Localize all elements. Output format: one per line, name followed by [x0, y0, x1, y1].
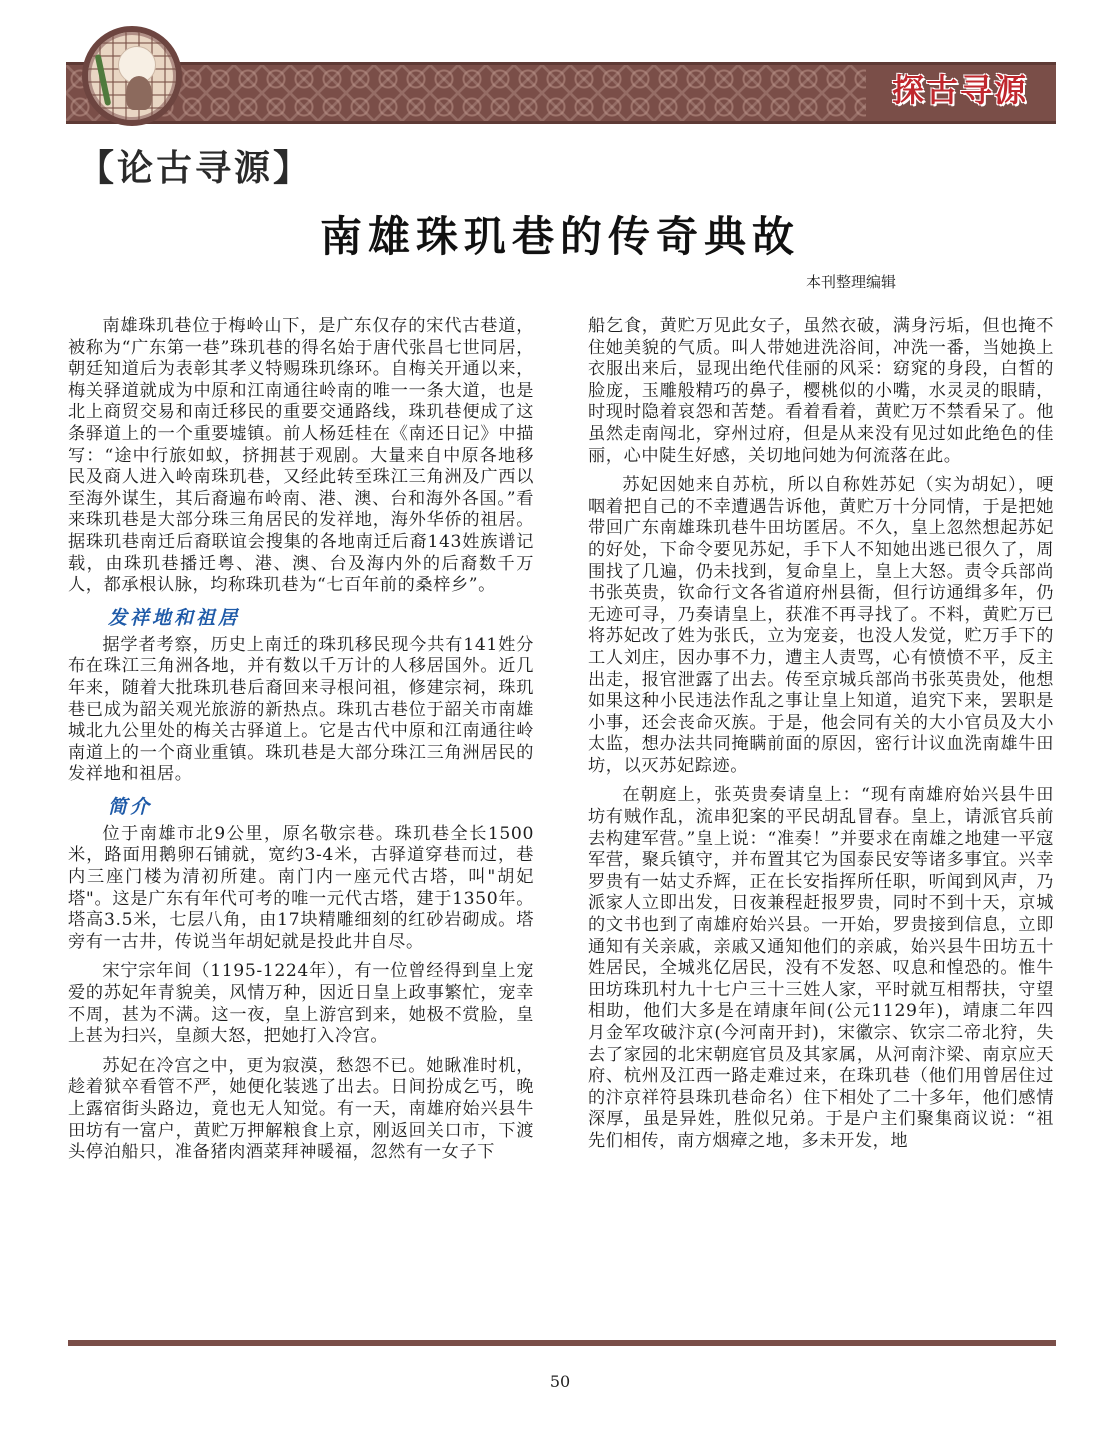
paragraph: 南雄珠玑巷位于梅岭山下，是广东仅存的宋代古巷道，被称为“广东第一巷”珠玑巷的得名始于唐代张昌七世同居，朝廷知道后为表彰其孝义特赐珠玑绦环。自梅关开通以来，梅关驿道就成为中原和江南通往岭南的唯一一条大道，也是北上商贸交易和南迁移民的重要交通路线，珠玑巷便成了这条驿道上的一个重要墟镇。前人杨廷桂在《南还日记》中描写：“途中行旅如蚁，挤拥甚于观剧。大量来自中原各地移民及商人进入岭南珠玑巷，又经此转至珠江三角洲及广西以至海外谋生，其后裔遍布岭南、港、澳、台和海外各国。”看来珠玑巷是大部分珠三角居民的发祥地，海外华侨的祖居。据珠玑巷南迁后裔联谊会搜集的各地南迁后裔143姓族谱记载，由珠玑巷播迁粤、港、澳、台及海内外的后裔数千万人，都承根认脉，均称珠玑巷为“七百年前的桑梓乡”。 [68, 316, 534, 596]
section-tag: 【论古寻源】 [78, 148, 313, 189]
subheading: 发祥地和祖居 [108, 606, 241, 629]
decorative-medallion-icon [82, 26, 182, 126]
paragraph: 苏妃因她来自苏杭，所以自称姓苏妃（实为胡妃），哽咽着把自己的不幸遭遇告诉他，黄贮万十分同情，于是把她带回广东南雄珠玑巷牛田坊匿居。不久，皇上忽然想起苏妃的好处，下命令要见苏妃，手下人不知她出逃已很久了，周围找了几遍，仍未找到，复命皇上，皇上大怒。责令兵部尚书张英贵，钦命行文各省道府州县衙，但行访通缉多年，仍无迹可寻，乃奏请皇上，获准不再寻找了。不料，黄贮万已将苏妃改了姓为张氏，立为宠妾，也没人发觉，贮万手下的工人刘庄，因办事不力，遭主人责骂，心有愤愤不平，反主出走，报官泄露了出去。传至京城兵部尚书张英贵处，他想如果这种小民违法作乱之事让皇上知道，追究下来，罢职是小事，还会丧命灭族。于是，他会同有关的大小官员及大小太监，想办法共同掩瞒前面的原因，密行计议血洗南雄牛田坊，以灭苏妃踪迹。 [588, 475, 1054, 776]
paragraph: 在朝庭上，张英贵奏请皇上：“现有南雄府始兴县牛田坊有贼作乱，流串犯案的平民胡乱冒春。皇上，请派官兵前去构建军营。”皇上说：“准奏！”并要求在南雄之地建一平寇军营，聚兵镇守，并布置其它为国泰民安等诸多事宜。兴幸罗贵有一姑丈乔辉，正在长安指挥所任职，听闻到风声，乃派家人立即出发，日夜兼程赶报罗贵，同时不到十天，京城的文书也到了南雄府始兴县。一开始，罗贵接到信息，立即通知有关亲戚，亲戚又通知他们的亲戚，始兴县牛田坊五十姓居民，全城兆亿居民，没有不发怒、叹息和惶恐的。惟牛田坊珠玑村九十七户三十三姓人家，平时就互相帮扶，守望相助，他们大多是在靖康年间(公元1129年)，靖康二年四月金军攻破汴京(今河南开封)，宋徽宗、钦宗二帝北狩，失去了家园的北宋朝庭官员及其家属，从河南汴梁、南京应天府、杭州及江西一路走难过来，在珠玑巷（他们用曾居住过的汴京祥符县珠玑巷命名）住下相处了二十多年，他们感情深厚，虽是异姓，胜似兄弟。于是户主们聚集商议说：“祖先们相传，南方烟瘴之地，多未开发，地 [588, 785, 1054, 1151]
paragraph: 苏妃在冷宫之中，更为寂漠，愁怨不已。她瞅准时机，趁着狱卒看管不严，她便化装逃了出去。日间扮成乞丐，晚上露宿街头路边，竟也无人知觉。有一天，南雄府始兴县牛田坊有一富户，黄贮万押解粮食上京，刚返回关口市，下渡头停泊船只，准备猪肉酒菜拜神暖福，忽然有一女子下 [68, 1055, 534, 1163]
footer-rule [68, 1340, 1056, 1346]
paragraph: 位于南雄市北9公里，原名敬宗巷。珠玑巷全长1500米，路面用鹅卵石铺就，宽约3-4米，古驿道穿巷而过，巷内三座门楼为清初所建。南门内一座元代古塔，叫"胡妃塔"。这是广东有年代可考的唯一元代古塔，建于1350年。塔高3.5米，七层八角，由17块精雕细刻的红砂岩砌成。塔旁有一古井，传说当年胡妃就是投此井自尽。 [68, 823, 534, 952]
left-column [68, 316, 534, 1328]
paragraph: 宋宁宗年间（1195-1224年），有一位曾经得到皇上宠爱的苏妃年青貌美，风情万种，因近日皇上政事繁忙，宠幸不周，甚为不满。这一夜，皇上游宫到来，她极不赏脸，皇上甚为扫兴，皇颜大怒，把她打入冷宫。 [68, 961, 534, 1047]
figure-icon [126, 76, 152, 110]
column-title: 探古寻源 [891, 71, 1028, 109]
article-title: 南雄珠玑巷的传奇典故 [319, 212, 800, 261]
byline: 本刊整理编辑 [805, 273, 896, 291]
page-number: 50 [549, 1372, 571, 1391]
paragraph: 据学者考察，历史上南迁的珠玑移民现今共有141姓分布在珠江三角洲各地，并有数以千万计的人移居国外。近几年来，随着大批珠玑巷后裔回来寻根问祖，修建宗祠，珠玑巷已成为韶关观光旅游的新热点。珠玑古巷位于韶关市南雄城北九公里处的梅关古驿道上。它是古代中原和江南通往岭南道上的一个商业重镇。珠玑巷是大部分珠江三角洲居民的发祥地和祖居。 [68, 634, 534, 785]
subheading: 简介 [108, 795, 153, 818]
paragraph: 船乞食，黄贮万见此女子，虽然衣破，满身污垢，但也掩不住她美貌的气质。叫人带她进洗浴间，冲洗一番，当她换上衣服出来后，显现出绝代佳丽的风采：窈窕的身段，白皙的脸庞，玉雕般精巧的鼻子，樱桃似的小嘴，水灵灵的眼睛，时现时隐着哀怨和苦楚。看着看着，黄贮万不禁看呆了。他虽然走南闯北，穿州过府，但是从来没有见过如此绝色的佳丽，心中陡生好感，关切地问她为何流落在此。 [588, 316, 1054, 466]
right-column [588, 316, 1054, 1328]
